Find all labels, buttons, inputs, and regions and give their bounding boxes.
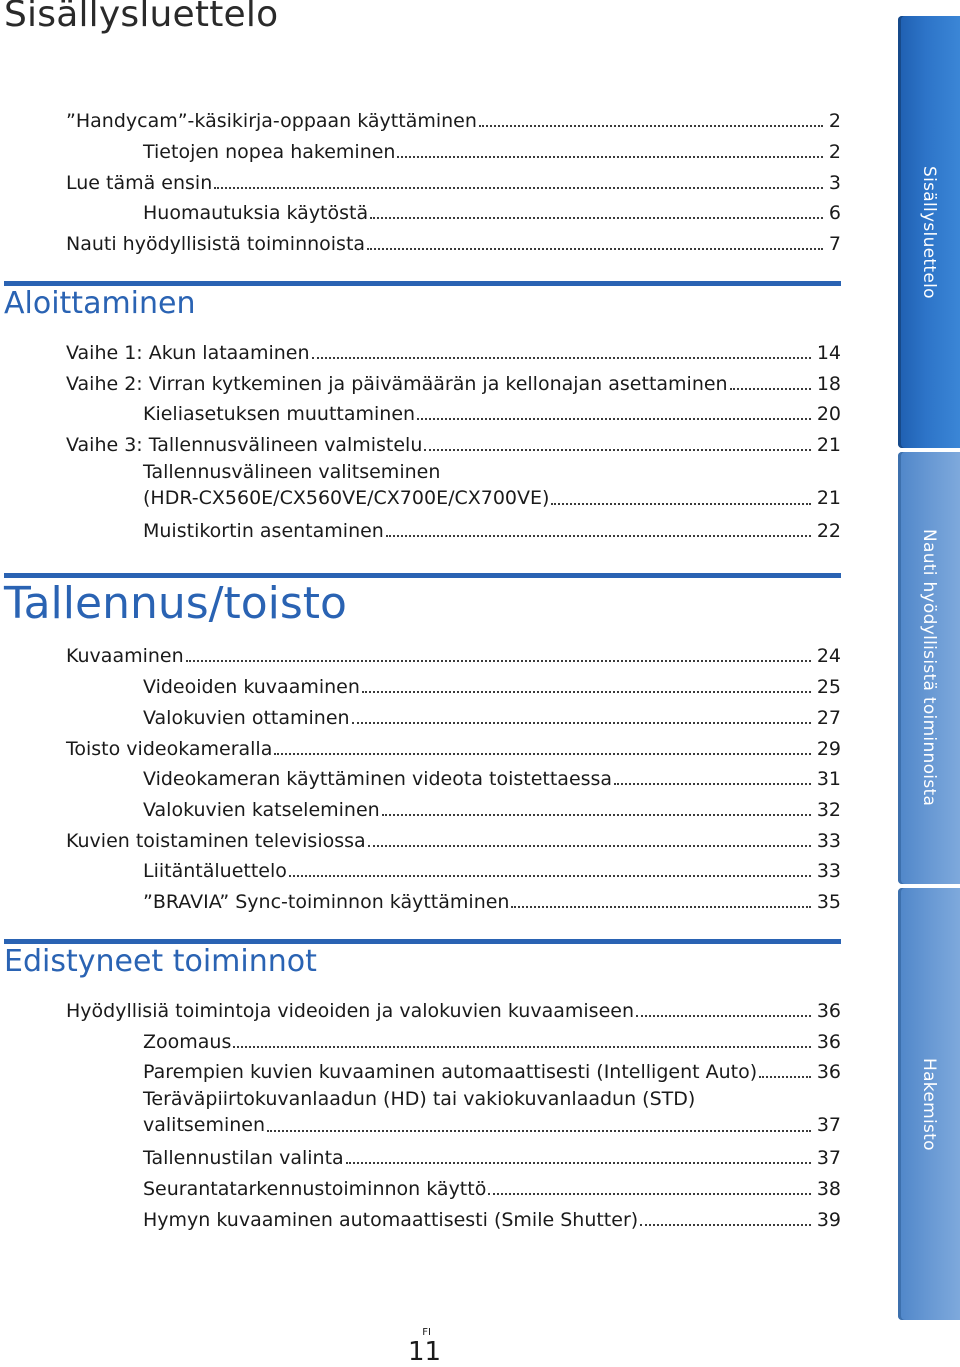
toc-entry-label: Vaihe 2: Virran kytkeminen ja päivämäärän ja kellonajan asettaminen	[66, 373, 728, 395]
toc-entry[interactable]	[143, 196, 841, 224]
dot-leader	[397, 156, 822, 158]
toc-entry-page: 36	[816, 1000, 841, 1022]
dot-leader	[488, 1193, 810, 1195]
tab-hakemisto[interactable]	[898, 888, 960, 1320]
toc-entry-line	[143, 485, 841, 511]
dot-leader	[312, 357, 811, 359]
dot-leader	[636, 1015, 811, 1017]
dot-leader	[289, 875, 811, 877]
toc-entry-page: 24	[816, 645, 841, 667]
toc-entry-page: 2	[828, 141, 841, 163]
toc-entry-page: 38	[816, 1178, 841, 1200]
toc-entry-label: Tietojen nopea hakeminen	[143, 141, 396, 163]
dot-leader	[367, 248, 823, 250]
dot-leader	[479, 125, 823, 127]
dot-leader	[370, 217, 823, 219]
toc-entry-label: (HDR-CX560E/CX560VE/CX700E/CX700VE)	[143, 487, 550, 509]
toc-entry-page: 35	[816, 891, 841, 913]
toc-entry-page: 37	[816, 1114, 841, 1136]
toc-entry-label: Videoiden kuvaaminen	[143, 676, 360, 698]
dot-leader	[214, 187, 823, 189]
toc-entry[interactable]	[143, 1086, 841, 1138]
toc-entry-page: 39	[816, 1209, 841, 1231]
toc-entry[interactable]	[143, 1025, 841, 1053]
dot-leader	[352, 722, 811, 724]
toc-entry[interactable]	[143, 135, 841, 163]
toc-entry[interactable]	[66, 227, 841, 255]
dot-leader	[186, 660, 811, 662]
toc-entry[interactable]	[143, 701, 841, 729]
toc-entry-page: 7	[828, 233, 841, 255]
toc-entry-label: Muistikortin asentaminen	[143, 520, 384, 542]
dot-leader	[614, 783, 811, 785]
toc-entry[interactable]	[143, 514, 841, 542]
tab-sisallysluettelo[interactable]	[898, 16, 960, 448]
toc-entry-page: 14	[816, 342, 841, 364]
toc-entry-label: Videokameran käyttäminen videota toistettaessa	[143, 768, 613, 790]
tab-label: Hakemisto	[919, 1057, 939, 1151]
toc-entry[interactable]	[143, 885, 841, 913]
page-number	[408, 1328, 441, 1366]
toc-entry-page: 33	[816, 830, 841, 852]
toc-entry-label: Kuvaaminen	[66, 645, 184, 667]
toc-entry-label: Huomautuksia käytöstä	[143, 202, 369, 224]
toc-entry[interactable]	[66, 367, 841, 395]
section-title: Aloittaminen	[4, 286, 196, 321]
toc-entry-label: Liitäntäluettelo	[143, 860, 287, 882]
section-title: Edistyneet toiminnot	[4, 944, 317, 979]
toc-entry[interactable]	[66, 994, 841, 1022]
dot-leader	[382, 814, 811, 816]
toc-entry[interactable]	[143, 459, 841, 511]
toc-entry[interactable]	[66, 639, 841, 667]
toc-entry[interactable]	[143, 670, 841, 698]
toc-entry[interactable]	[66, 428, 841, 456]
toc-entry-label: ”BRAVIA” Sync-toiminnon käyttäminen	[143, 891, 510, 913]
toc-entry[interactable]	[143, 1055, 841, 1083]
tab-nauti-hyodyllisista-toiminnoista[interactable]	[898, 452, 960, 884]
toc-entry-label: Hyödyllisiä toimintoja videoiden ja valokuvien kuvaamiseen	[66, 1000, 634, 1022]
toc-entry-page: 33	[816, 860, 841, 882]
toc-entry-page: 31	[816, 768, 841, 790]
toc-entry-label: Tallennustilan valinta	[143, 1147, 344, 1169]
toc-entry-page: 29	[816, 738, 841, 760]
toc-entry-label: Toisto videokameralla	[66, 738, 273, 760]
toc-entry-page: 36	[816, 1061, 841, 1083]
toc-entry[interactable]	[143, 1141, 841, 1169]
tab-label: Nauti hyödyllisistä toiminnoista	[919, 529, 939, 807]
toc-entry-page: 3	[828, 172, 841, 194]
toc-entry-label: Teräväpiirtokuvanlaadun (HD) tai vakiokuvanlaadun (STD)	[143, 1088, 696, 1110]
toc-entry[interactable]	[143, 793, 841, 821]
toc-entry-label: Valokuvien katseleminen	[143, 799, 380, 821]
toc-entry-label: Lue tämä ensin	[66, 172, 213, 194]
toc-entry-label: Parempien kuvien kuvaaminen automaattisesti (Intelligent Auto)	[143, 1061, 758, 1083]
dot-leader	[233, 1046, 810, 1048]
toc-entry-page: 36	[816, 1031, 841, 1053]
toc-entry-page: 21	[816, 434, 841, 456]
toc-entry-page: 25	[816, 676, 841, 698]
toc-entry[interactable]	[66, 166, 841, 194]
toc-entry-page: 27	[816, 707, 841, 729]
toc-entry-label: Vaihe 1: Akun lataaminen	[66, 342, 310, 364]
toc-entry-page: 32	[816, 799, 841, 821]
dot-leader	[640, 1224, 811, 1226]
dot-leader	[511, 906, 810, 908]
toc-entry-label: Nauti hyödyllisistä toiminnoista	[66, 233, 366, 255]
dot-leader	[267, 1130, 811, 1132]
dot-leader	[417, 418, 811, 420]
dot-leader	[362, 691, 811, 693]
toc-entry-label: Kieliasetuksen muuttaminen	[143, 403, 416, 425]
toc-entry-label: ”Handycam”-käsikirja-oppaan käyttäminen	[66, 110, 477, 132]
dot-leader	[274, 753, 810, 755]
toc-entry[interactable]	[66, 336, 841, 364]
language-code: FI	[422, 1327, 431, 1338]
page-number-value: 11	[408, 1337, 442, 1367]
toc-entry-page: 20	[816, 403, 841, 425]
section-title: Tallennus/toisto	[4, 578, 347, 629]
toc-entry[interactable]	[143, 1172, 841, 1200]
dot-leader	[730, 388, 811, 390]
toc-entry-page: 6	[828, 202, 841, 224]
toc-entry[interactable]	[66, 732, 841, 760]
toc-entry-page: 18	[816, 373, 841, 395]
page-title: Sisällysluettelo	[4, 0, 279, 35]
toc-entry-label: Valokuvien ottaminen	[143, 707, 350, 729]
toc-entry-line	[143, 1112, 841, 1138]
toc-entry-label: Hymyn kuvaaminen automaattisesti (Smile Shutter)	[143, 1209, 639, 1231]
toc-entry[interactable]	[66, 824, 841, 852]
toc-entry-label: Kuvien toistaminen televisiossa	[66, 830, 366, 852]
toc-entry[interactable]	[66, 104, 841, 132]
toc-entry-label: valitseminen	[143, 1114, 266, 1136]
toc-entry[interactable]	[143, 397, 841, 425]
dot-leader	[386, 535, 811, 537]
toc-entry[interactable]	[143, 854, 841, 882]
toc-entry-page: 37	[816, 1147, 841, 1169]
tab-label: Sisällysluettelo	[919, 165, 939, 299]
toc-entry-page: 21	[816, 487, 841, 509]
toc-entry-label: Tallennusvälineen valitseminen	[143, 461, 441, 483]
dot-leader	[346, 1162, 811, 1164]
dot-leader	[424, 449, 810, 451]
toc-entry-label: Zoomaus	[143, 1031, 232, 1053]
dot-leader	[551, 503, 810, 505]
toc-entry-label: Seurantatarkennustoiminnon käyttö	[143, 1178, 487, 1200]
dot-leader	[368, 845, 811, 847]
toc-entry[interactable]	[143, 1203, 841, 1231]
toc-entry-page: 22	[816, 520, 841, 542]
toc-entry-page: 2	[828, 110, 841, 132]
dot-leader	[759, 1076, 811, 1078]
toc-entry[interactable]	[143, 762, 841, 790]
toc-entry-label: Vaihe 3: Tallennusvälineen valmistelu	[66, 434, 423, 456]
